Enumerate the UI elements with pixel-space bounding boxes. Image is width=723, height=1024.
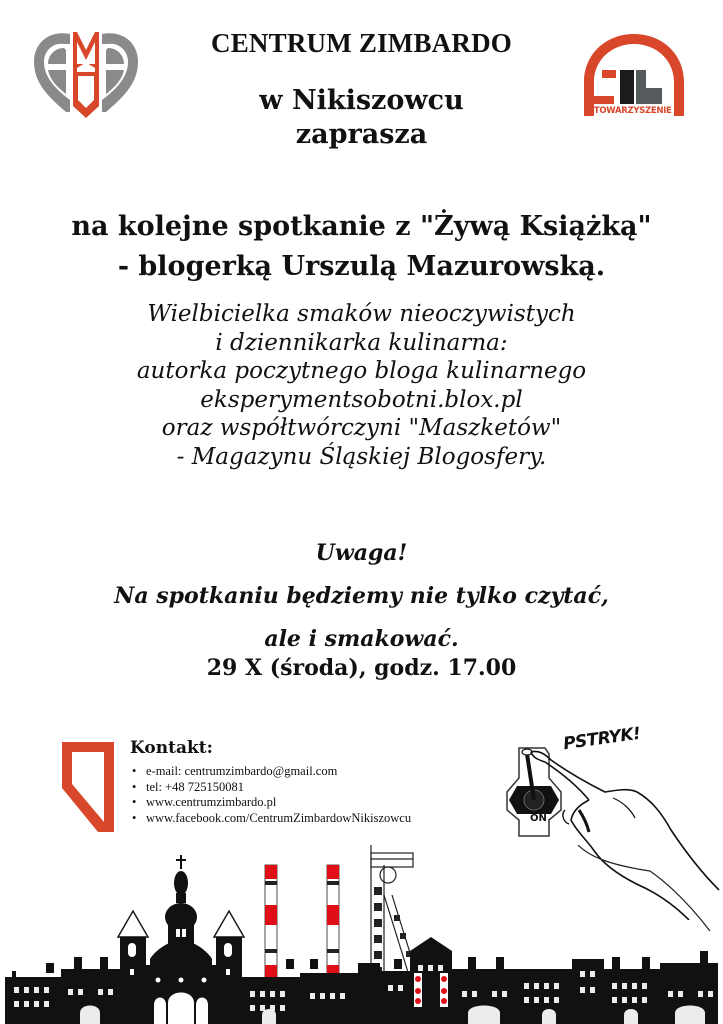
contact-email[interactable]: • e-mail: centrumzimbardo@gmail.com [130, 764, 411, 780]
event-headline [0, 207, 723, 287]
headline-line-2: - blogerką Urszulą Mazurowską. [117, 251, 606, 282]
contact-heading: Kontakt: [130, 738, 213, 758]
description-line: i dziennikarka kulinarna: [215, 329, 508, 356]
pstryk-exclamation: PSTRYK! [561, 723, 642, 755]
description-line: Wielbicielka smaków nieoczywistych [147, 301, 576, 327]
contact-website[interactable]: • www.centrumzimbardo.pl [130, 795, 411, 811]
description-line: autorka poczytnego bloga kulinarnego [136, 358, 587, 384]
contact-phone[interactable]: • tel: +48 725150081 [130, 780, 411, 796]
notice-heading: Uwaga! [315, 540, 408, 566]
event-date: 29 X (środa), godz. 17.00 [206, 655, 517, 681]
invites-line: zaprasza [295, 119, 428, 150]
contact-list [130, 764, 411, 826]
organization-title: CENTRUM ZIMBARDO [211, 28, 512, 58]
notice-line: ale i smakować. [264, 626, 459, 652]
switch-on-label: ON [530, 813, 547, 824]
guest-description [0, 300, 723, 471]
notice-line: Na spotkaniu będziemy nie tylko czytać, [114, 583, 609, 609]
nikiszowiec-skyline-icon [0, 845, 723, 1024]
stowarzyszenie-label: STOWARZYSZENIE [588, 106, 672, 116]
headline-line-1: na kolejne spotkanie z "Żywą Książką" [71, 211, 652, 242]
description-line: - Magazynu Śląskiej Blogosfery. [176, 443, 547, 470]
location-line: w Nikiszowcu [259, 85, 464, 116]
contact-facebook[interactable]: • www.facebook.com/CentrumZimbardowNikiszowcu [130, 811, 411, 827]
location-subtitle [0, 84, 723, 152]
zimbardo-shape-icon [60, 740, 116, 834]
blog-url: eksperymentsobotni.blox.pl [200, 386, 523, 413]
notice-block [0, 532, 723, 661]
description-line: oraz współtwórczyni "Maszketów" [161, 415, 562, 441]
